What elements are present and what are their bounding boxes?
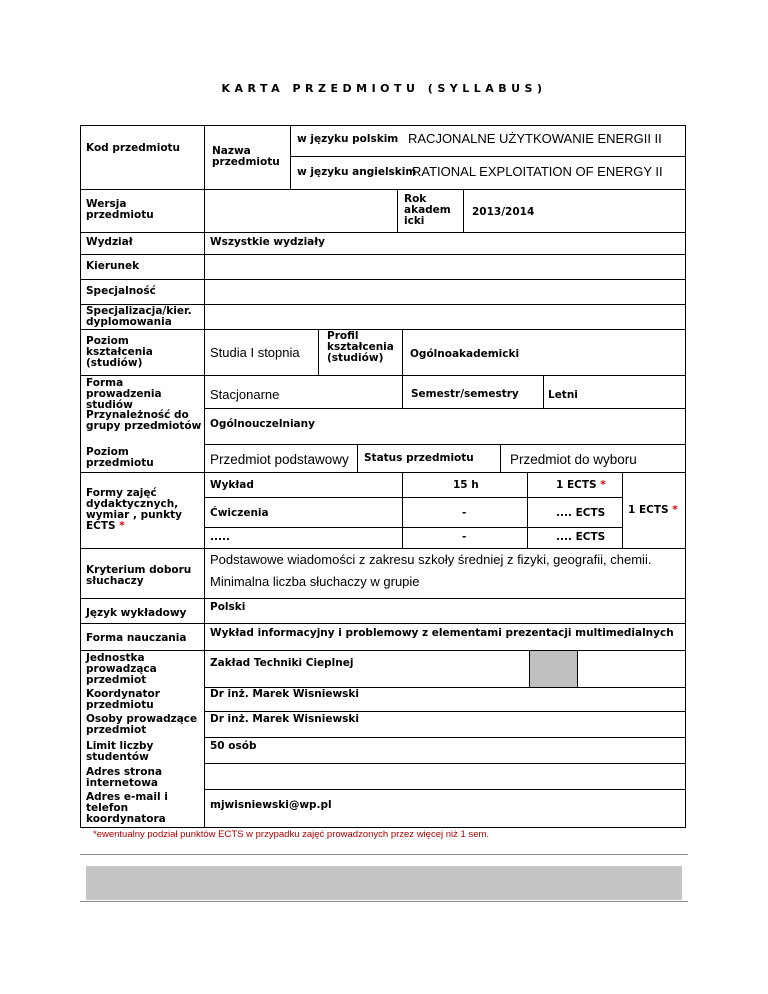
jednostka-value: Zakład Techniki Cieplnej [210,657,354,669]
koordynator-label: Koordynator przedmiotu [86,688,160,711]
forma-prowadzenia-label: Forma prowadzenia studiów [86,377,162,411]
forma-nauczania-value: Wykład informacyjny i problemowy z elementami prezentacji multimedialnych [210,627,674,639]
formy-row-name: ..... [210,531,230,543]
jezyk-label: Język wykładowy [86,607,187,619]
forma-prowadzenia-value: Stacjonarne [210,387,280,402]
limit-label: Limit liczby studentów [86,740,154,763]
divider [80,854,688,855]
document-title: KARTA PRZEDMIOTU (SYLLABUS) [221,82,547,95]
poziom-przedmiotu-label: Poziom przedmiotu [86,446,154,469]
profil-label: Profil kształcenia (studiów) [327,330,394,364]
poziom-przedmiotu-value: Przedmiot podstawowy [210,452,349,467]
limit-value: 50 osób [210,740,257,752]
wydzial-label: Wydział [86,236,133,248]
nazwa-en-label: w języku angielskim [297,166,417,178]
semestr-label: Semestr/semestry [411,388,519,400]
formy-star: * [119,520,125,532]
formy-row-hours: - [462,507,467,519]
osoby-value: Dr inż. Marek Wisniewski [210,713,360,725]
footnote: *ewentualny podział punktów ECTS w przypadku zajęć prowadzonych przez więcej niż 1 sem. [93,829,490,840]
nazwa-pl-label: w języku polskim [297,133,399,145]
kryterium-line2: Minimalna liczba słuchaczy w grupie [210,574,420,589]
poziom-ksztalcenia-value: Studia I stopnia [210,345,300,360]
semestr-value: Letni [548,389,578,401]
formy-total: 1 ECTS * [628,504,678,516]
rok-label: Rok akadem icki [404,193,451,227]
poziom-ksztalcenia-label: Poziom kształcenia (studiów) [86,335,153,369]
nazwa-label: Nazwa przedmiotu [212,145,280,168]
specjalizacja-label: Specjalizacja/kier. dyplomowania [86,305,192,328]
grupa-label: Przynależność do grupy przedmiotów [86,409,202,432]
koordynator-value: Dr inż. Marek Wisniewski [210,688,360,700]
email-value: mjwisniewski@wp.pl [210,799,332,811]
formy-row-name: Wykład [210,479,254,491]
divider [80,901,688,902]
jednostka-label: Jednostka prowadząca przedmiot [86,652,157,686]
nazwa-pl-value: RACJONALNE UŻYTKOWANIE ENERGII II [408,131,662,146]
email-label: Adres e-mail i telefon koordynatora [86,791,168,825]
kryterium-label: Kryterium doboru słuchaczy [86,564,192,587]
status-value: Przedmiot do wyboru [510,452,637,467]
formy-row-name: Ćwiczenia [210,507,269,519]
osoby-label: Osoby prowadzące przedmiot [86,713,198,736]
adres-www-label: Adres strona internetowa [86,766,163,789]
wydzial-value: Wszystkie wydziały [210,236,326,248]
status-label: Status przedmiotu [364,452,474,464]
rok-value: 2013/2014 [472,206,535,218]
formy-row-ects: 1 ECTS * [556,479,606,491]
formy-row-hours: 15 h [453,479,479,491]
profil-value: Ogólnoakademicki [410,348,520,360]
grey-bar [86,866,682,900]
specjalnosc-label: Specjalność [86,285,156,297]
kryterium-line1: Podstawowe wiadomości z zakresu szkoły średniej z fizyki, geografii, chemii. [210,552,652,567]
kierunek-label: Kierunek [86,260,140,272]
kod-label: Kod przedmiotu [86,142,181,154]
wersja-label: Wersja przedmiotu [86,198,154,221]
forma-nauczania-label: Forma nauczania [86,632,187,644]
nazwa-en-value: RATIONAL EXPLOITATION OF ENERGY II [412,164,663,179]
formy-row-hours: - [462,531,467,543]
grupa-value: Ogólnouczelniany [210,418,315,430]
grey-cell [530,651,577,687]
formy-label: Formy zajęć dydaktycznych, wymiar , punkty ECTS * [86,487,182,532]
formy-row-ects: .... ECTS [556,531,606,543]
formy-row-ects: .... ECTS [556,507,606,519]
jezyk-value: Polski [210,601,246,613]
